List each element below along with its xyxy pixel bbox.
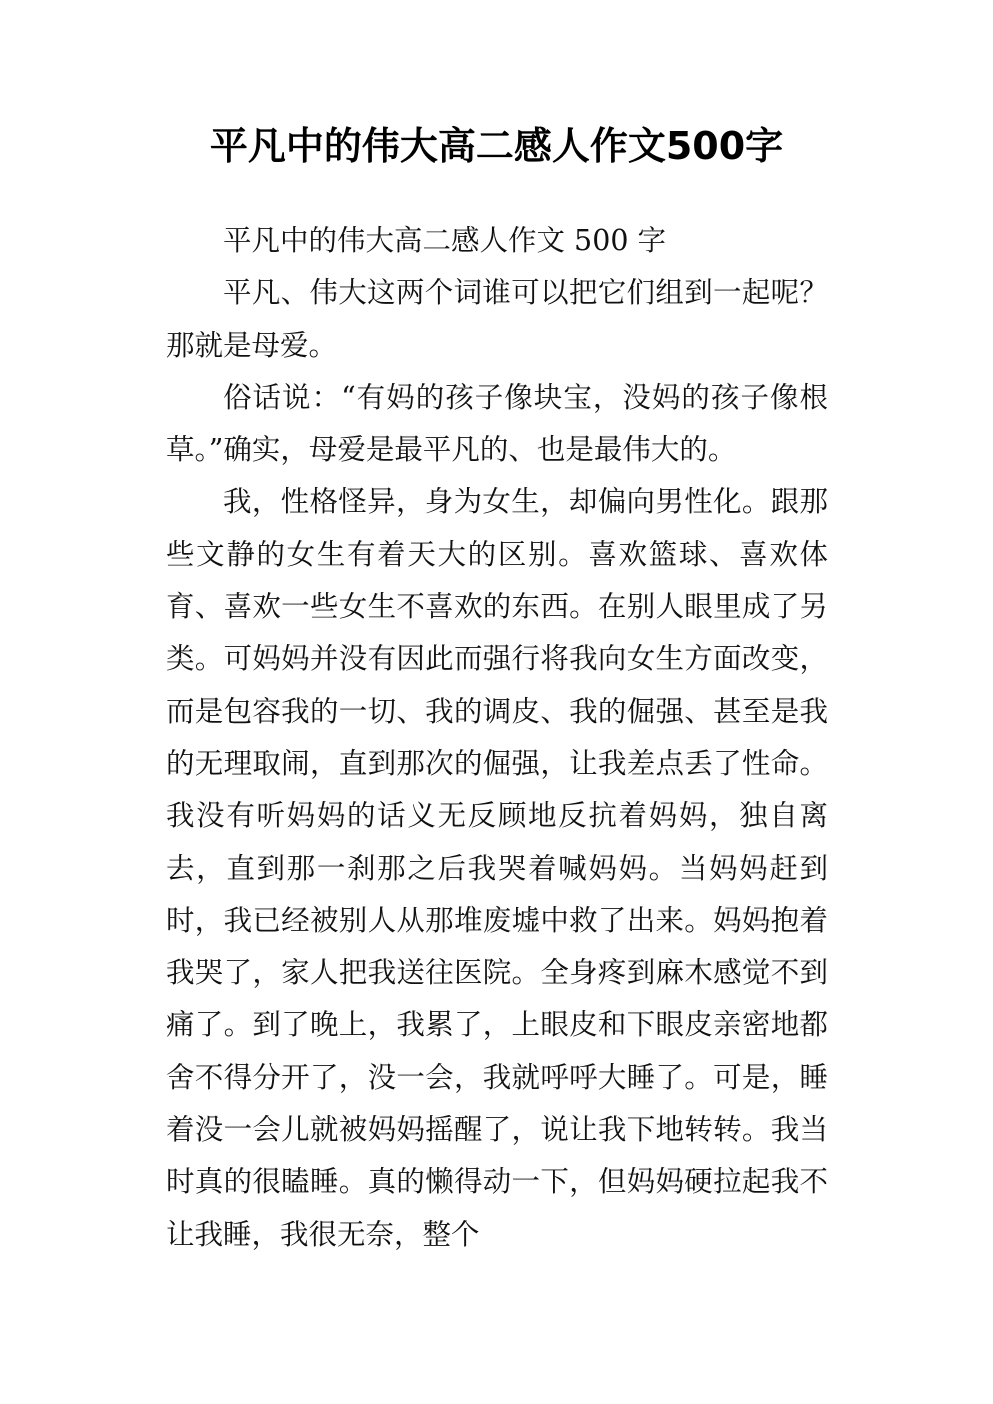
document-title: 平凡中的伟大高二感人作文500字	[209, 124, 784, 168]
paragraph-proverb: 俗话说：“有妈的孩子像块宝，没妈的孩子像根草。”确实，母爱是最平凡的、也是最伟大的。	[166, 380, 828, 467]
document-body	[166, 215, 828, 1261]
paragraph-story: 我，性格怪异，身为女生，却偏向男性化。跟那些文静的女生有着天大的区别。喜欢篮球、喜欢体育、喜欢一些女生不喜欢的东西。在别人眼里成了另类。可妈妈并没有因此而强行将我向女生方面改变，而是包容我的一切、我的调皮、我的倔强、甚至是我的无理取闹，直到那次的倔强，让我差点丢了性命。我没有听妈妈的话义无反顾地反抗着妈妈，独自离去，直到那一刹那之后我哭着喊妈妈。当妈妈赶到时，我已经被别人从那堆废墟中救了出来。妈妈抱着我哭了，家人把我送往医院。全身疼到麻木感觉不到痛了。到了晚上，我累了，上眼皮和下眼皮亲密地都舍不得分开了，没一会，我就呼呼大睡了。可是，睡着没一会儿就被妈妈摇醒了，说让我下地转转。我当时真的很瞌睡。真的懒得动一下，但妈妈硬拉起我不让我睡，我很无奈，整个	[166, 485, 828, 1251]
paragraph-subtitle: 平凡中的伟大高二感人作文 500 字	[223, 224, 667, 257]
paragraph-intro: 平凡、伟大这两个词谁可以把它们组到一起呢？那就是母爱。	[166, 276, 828, 362]
